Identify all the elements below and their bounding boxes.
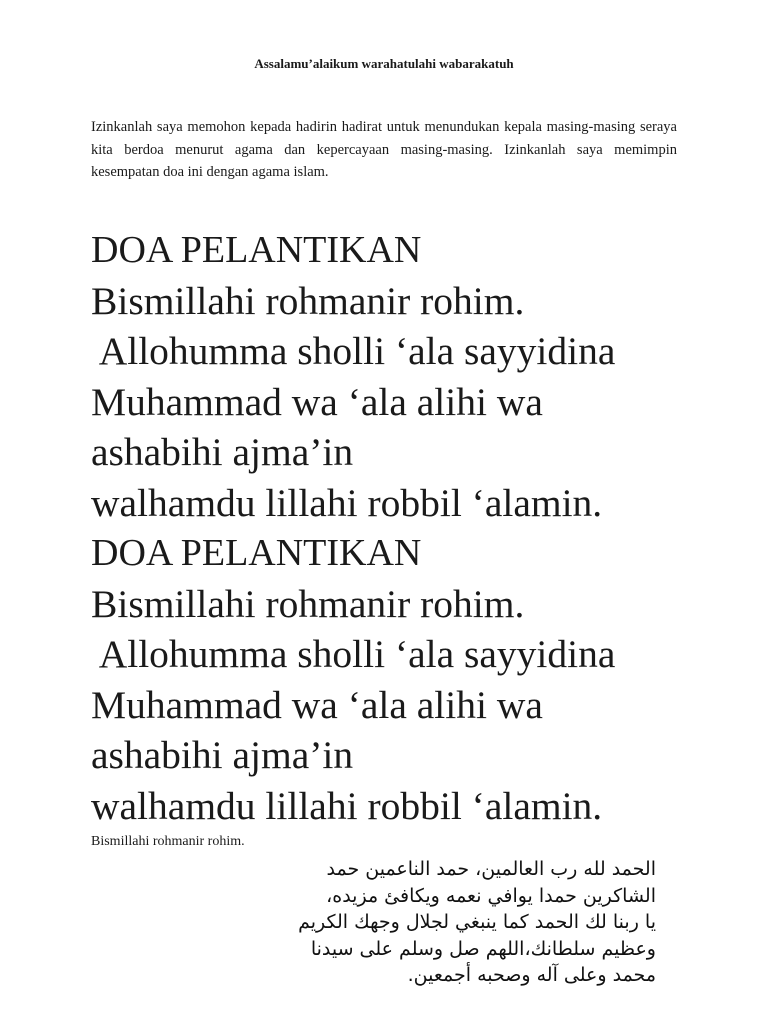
doa-line: ashabihi ajma’in [91, 430, 354, 474]
doa-title: DOA PELANTIKAN [91, 229, 422, 271]
intro-paragraph: Izinkanlah saya memohon kepada hadirin hadirat untuk menundukan kepala masing-masing seraya kita berdoa menurut agama dan kepercayaan masing-masing. Izinkanlah saya memimpin kesempatan doa ini dengan agama islam. [91, 119, 677, 180]
doa-title: DOA PELANTIKAN [91, 532, 422, 574]
doa-line: Allohumma sholli ‘ala sayyidina [91, 632, 616, 676]
doa-line: Bismillahi rohmanir rohim. [91, 278, 525, 323]
closing-bismillah: Bismillahi rohmanir rohim. [91, 834, 245, 849]
arabic-prayer [100, 856, 656, 989]
doa-line: Bismillahi rohmanir rohim. [91, 581, 525, 626]
arabic-line: الشاكرين حمدا يوافي نعمه ويكافئ مزيده، [326, 884, 656, 907]
doa-line: Muhammad wa ‘ala alihi wa [91, 682, 543, 727]
arabic-line: الحمد لله رب العالمين، حمد الناعمين حمد [326, 858, 656, 880]
arabic-line: وعظيم سلطانك،اللهم صل وسلم على سيدنا [310, 937, 656, 960]
doa-line: walhamdu lillahi robbil ‘alamin. [91, 480, 603, 525]
doa-block-2 [91, 528, 731, 831]
arabic-line: محمد وعلى آله وصحبه أجمعين. [407, 964, 656, 986]
doa-line: Muhammad wa ‘ala alihi wa [91, 379, 543, 424]
doa-block-1 [91, 225, 731, 528]
doa-line: Allohumma sholli ‘ala sayyidina [91, 329, 616, 373]
doa-line: walhamdu lillahi robbil ‘alamin. [91, 783, 603, 828]
doa-line: ashabihi ajma’in [91, 733, 354, 777]
greeting-heading: Assalamu’alaikum warahatulahi wabarakatuh [254, 56, 514, 71]
arabic-line: يا ربنا لك الحمد كما ينبغي لجلال وجهك الكريم [298, 911, 656, 933]
